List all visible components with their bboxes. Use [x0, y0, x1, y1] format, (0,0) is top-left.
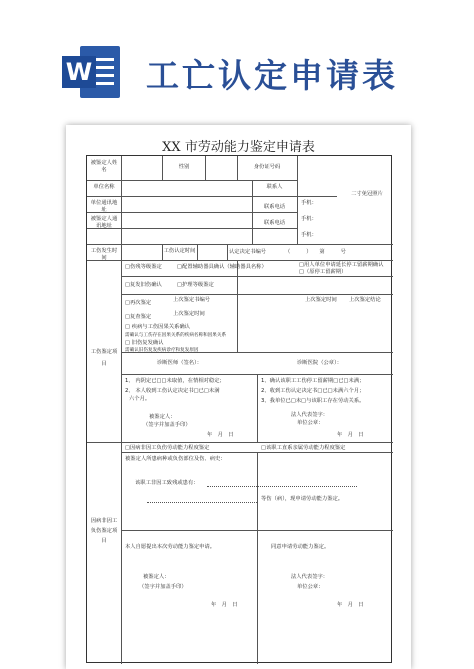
- decision-no-value: （ ） 第 号: [285, 249, 346, 255]
- recognition-time-label: 工伤认定时间: [163, 248, 196, 254]
- injury-time-label: 工伤发生时间: [90, 248, 118, 261]
- appraisal-item-8[interactable]: □复查鉴定: [125, 314, 152, 320]
- recurrence-desc: 需确认旧伤复发疾病诊疗和复发原因: [125, 348, 199, 353]
- last-conclusion-label: 上次鉴定结论: [349, 297, 381, 303]
- unit-address-label: 单位通讯地址: [90, 200, 118, 213]
- date-3: 年 月 日: [211, 602, 238, 608]
- application-form: [86, 155, 392, 663]
- form-title: XX 市劳动能力鉴定申请表: [162, 140, 315, 155]
- idcard-label: 身份证号码: [253, 164, 281, 170]
- contact-phone-label: 联系电话: [263, 204, 286, 210]
- last-time-label-2: 上次鉴定时间: [305, 297, 337, 303]
- date-1: 年 月 日: [207, 432, 234, 438]
- section2-line: 该职工非因工致残或患有：: [135, 480, 199, 486]
- photo-label: 二寸免冠照片: [351, 191, 383, 197]
- appraisal-item-6[interactable]: □护理等级鉴定: [177, 282, 214, 288]
- work-related-item[interactable]: □ 疾病与工伤因果关系确认: [125, 324, 190, 330]
- statement-right-2: 2、收到工伤认定决定书□已□未满六个月；: [261, 388, 365, 394]
- hospital-seal-label: 诊断医院（公章）：: [297, 360, 343, 366]
- section2-item-2[interactable]: □该职工直系亲属劳动能力程度鉴定: [261, 445, 346, 451]
- decision-no-label: 认定决定书编号: [229, 249, 267, 255]
- appraisal-item-4[interactable]: □（原停工留薪期）: [299, 269, 347, 275]
- logo-letter: W: [62, 56, 96, 88]
- unit-name-label: 单位名称: [93, 184, 115, 190]
- appraisal-item-5[interactable]: □复发旧伤确认: [125, 282, 162, 288]
- statement-left-2: 2、 本人收到工伤认定决定书□已□未满: [125, 388, 220, 394]
- statement-left-3: 六个月。: [129, 396, 151, 402]
- word-doc-icon: [62, 42, 120, 102]
- statement-left-1: 1、 内阴定已□□未取值，在情相对稳定；: [125, 378, 225, 384]
- applicant-note-2: （签字并加盖手印）: [139, 584, 187, 590]
- unit-seal-label: 单位公章：: [297, 420, 324, 426]
- last-time-label: 上次鉴定时间: [173, 311, 205, 317]
- appraisal-item-2[interactable]: □配置辅助器具确认（辅助器具名称）: [177, 264, 267, 270]
- unit-seal-label-2: 单位公章：: [297, 584, 324, 590]
- mobile-label-1: 手机：: [301, 200, 317, 206]
- date-2: 年 月 日: [337, 432, 364, 438]
- statement-right-1: 1、确认该职工工伤停工留薪期□已□未满；: [261, 378, 365, 384]
- appraisal-item-3[interactable]: □用人单位申请延长停工留薪期确认: [299, 262, 384, 268]
- appraisal-item-1[interactable]: □伤残等级鉴定: [125, 264, 162, 270]
- gender-label: 性别: [178, 164, 190, 170]
- banner: [0, 0, 474, 135]
- legal-rep-label: 法人代表签字：: [291, 412, 329, 418]
- date-4: 年 月 日: [337, 602, 364, 608]
- statement-right-3: 3、我单位已□未□与该职工存在劳动关系。: [261, 398, 365, 404]
- section2-level: 等伤（病），现申请劳动能力鉴定。: [261, 496, 344, 502]
- work-related-desc: 需确认与工伤存在因果关系的疾病名称和因果关系: [125, 333, 227, 338]
- applicant-sign-label: 被鉴定人：: [149, 414, 176, 420]
- voluntary-text: 本人自愿提出本次劳动能力鉴定申请。: [125, 544, 216, 550]
- section2-item-1[interactable]: □因病非因工负伤劳动能力程度鉴定: [125, 445, 210, 451]
- page-title: 工亡认定申请表: [146, 56, 398, 95]
- appraisal-item-7[interactable]: □再次鉴定: [125, 300, 152, 306]
- last-cert-label: 上次鉴定书编号: [173, 297, 211, 303]
- name-label: 被鉴定人姓名: [90, 160, 118, 173]
- recurrence-item[interactable]: □ 旧伤复发确认: [125, 340, 164, 346]
- doctor-sign-label: 诊断医师（签名）：: [157, 360, 203, 366]
- person-address-label: 被鉴定人通讯地址: [90, 216, 118, 229]
- agree-text: 同意申请劳动能力鉴定。: [271, 544, 330, 550]
- mobile-label-2: 手机：: [301, 216, 317, 222]
- section-label: 工伤鉴定项目: [90, 349, 118, 367]
- contact-phone-label-2: 联系电话: [263, 220, 286, 226]
- applicant-sign-label-2: 被鉴定人：: [143, 574, 170, 580]
- document-page: [66, 125, 411, 669]
- section2-label: 因病非因工负伤鉴定项目: [90, 518, 118, 544]
- mobile-label-3: 手机：: [301, 232, 317, 238]
- contact-label: 联系人: [266, 184, 283, 190]
- applicant-note: （签字并加盖手印）: [143, 422, 191, 428]
- section2-desc: 被鉴定人所患病种或负伤部位及伤、病史：: [125, 456, 226, 462]
- legal-rep-label-2: 法人代表签字：: [291, 574, 329, 580]
